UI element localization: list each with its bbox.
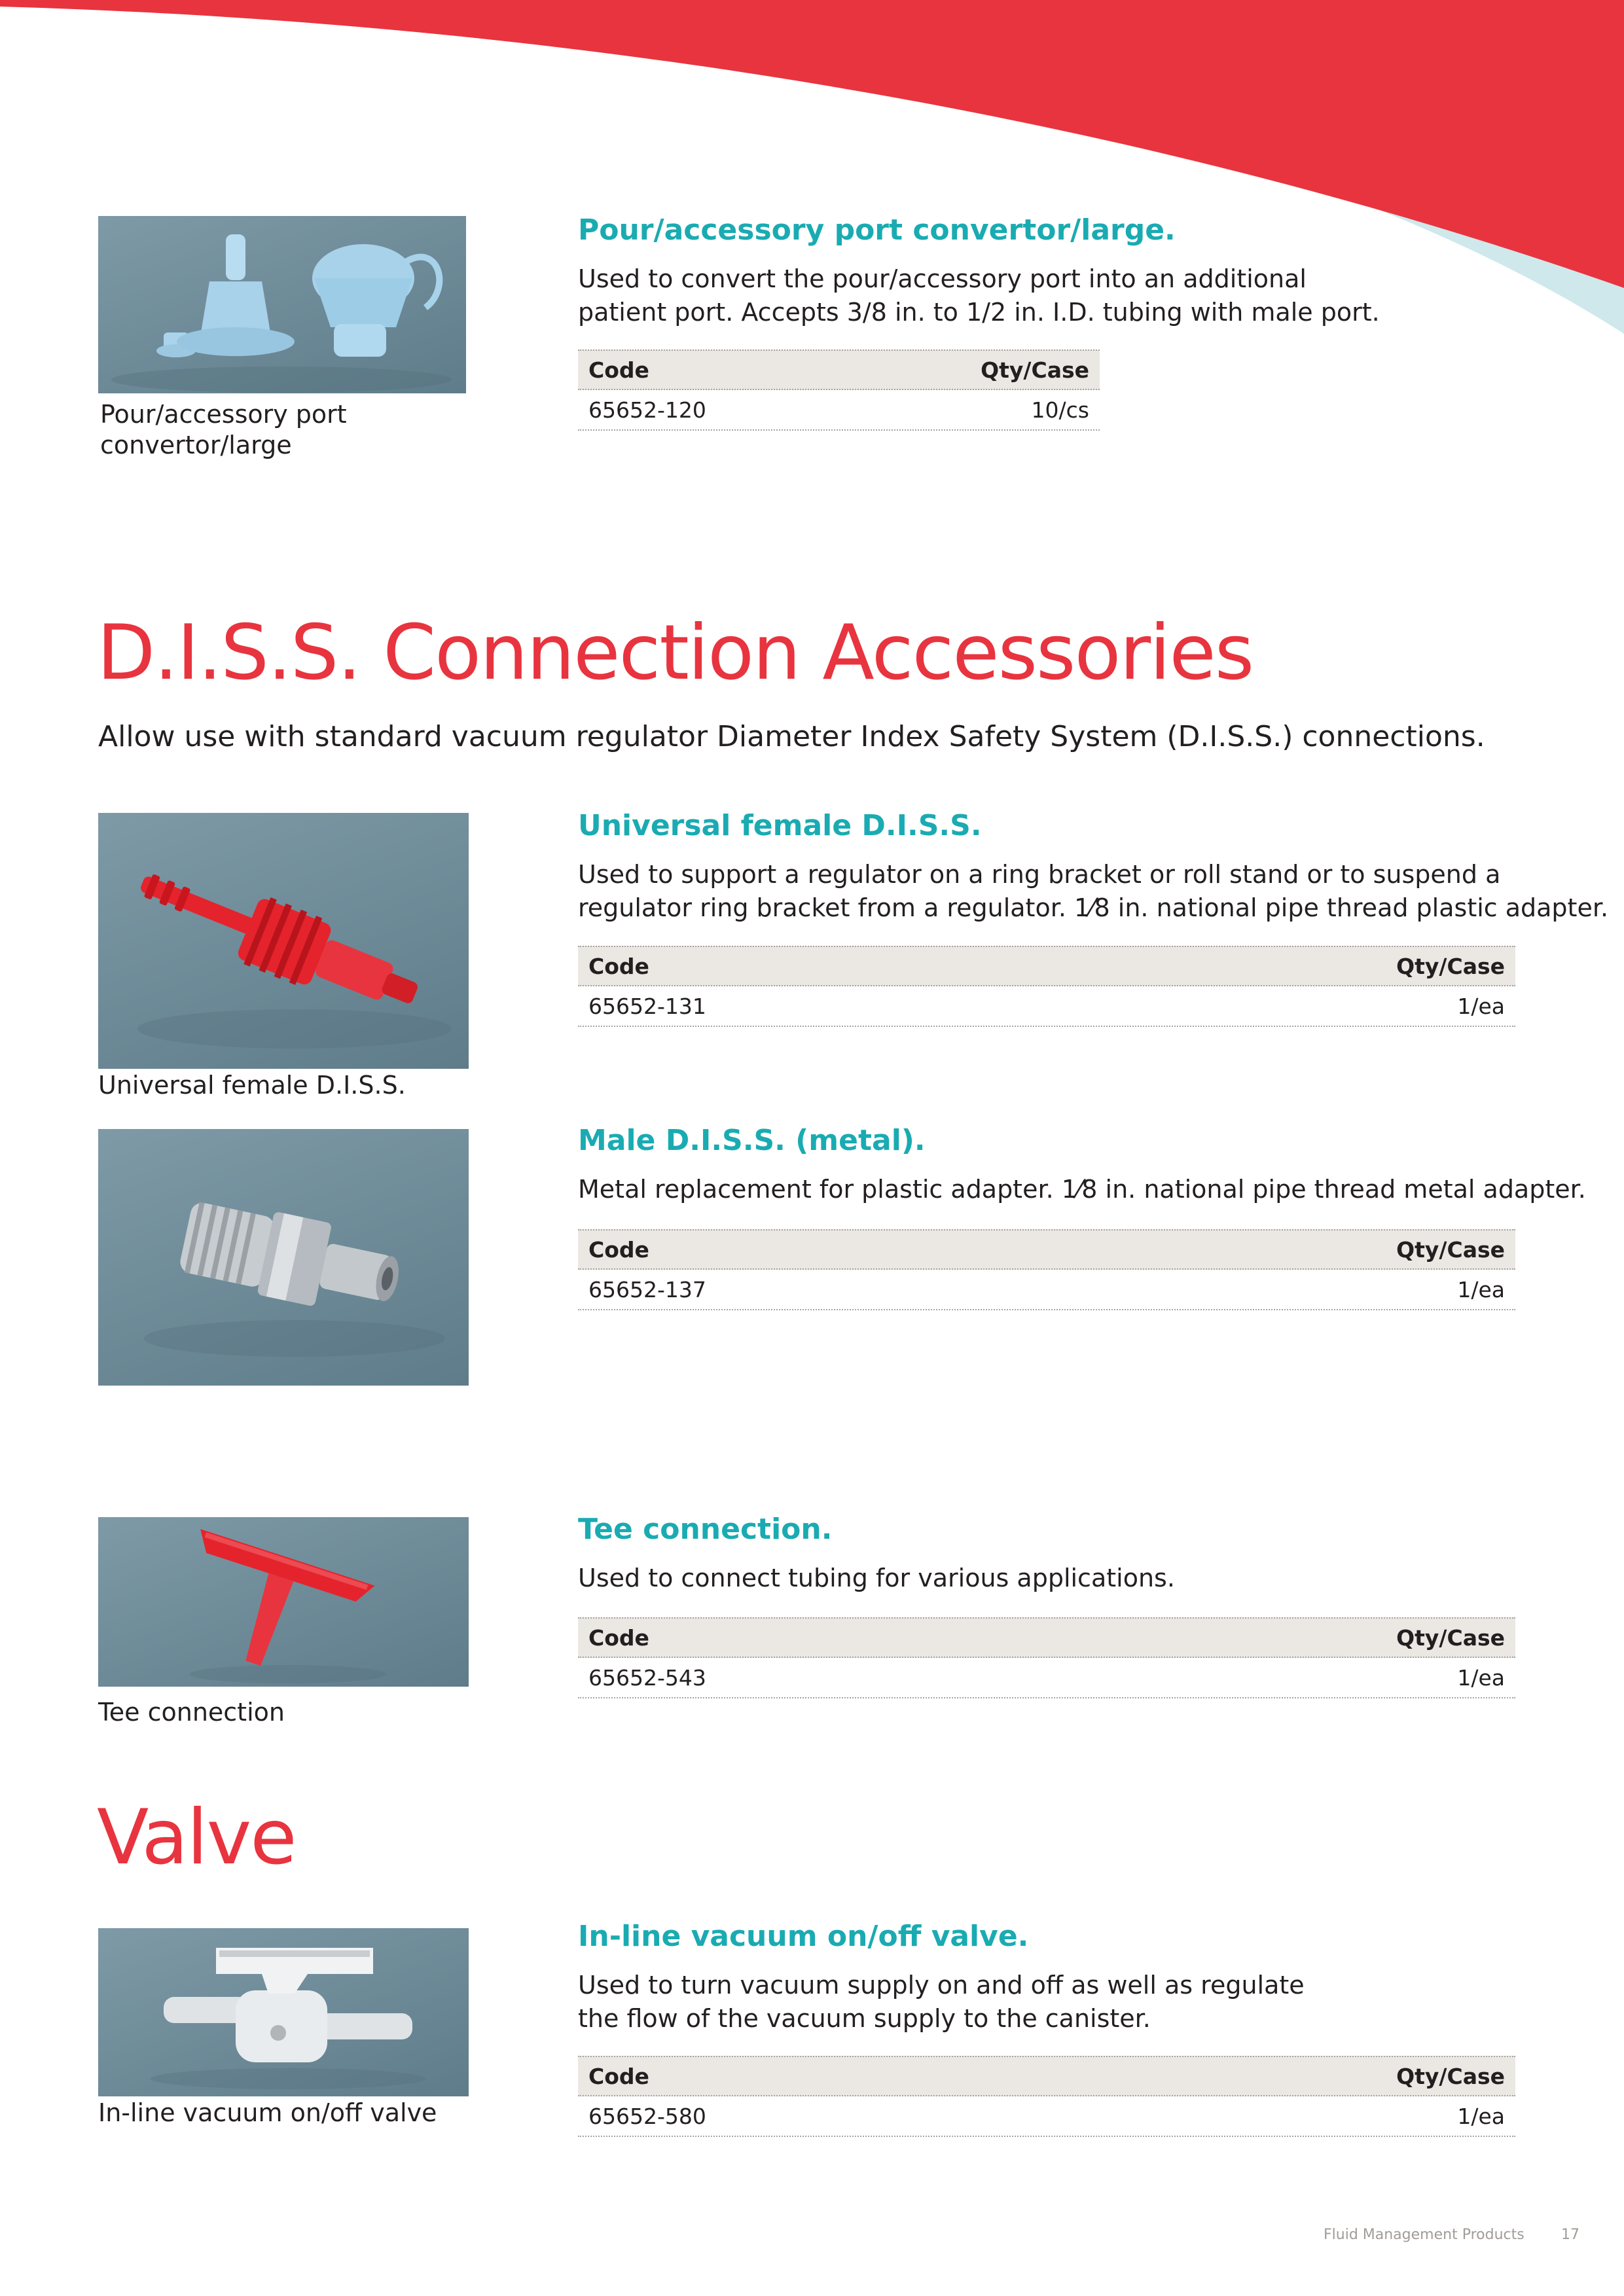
- column-header-code: Code: [588, 1624, 649, 1651]
- product-code: 65652-580: [588, 2103, 706, 2129]
- section-intro-diss: Allow use with standard vacuum regulator Diameter Index Safety System (D.I.S.S.) connections.: [98, 720, 1485, 753]
- product-table: [578, 1617, 1515, 1698]
- table-row: [578, 986, 1515, 1027]
- product-caption: Pour/accessory port convertor/large: [100, 400, 347, 459]
- product-qty: 1/ea: [1457, 2103, 1505, 2129]
- product-table: [578, 946, 1515, 1027]
- column-header-code: Code: [588, 357, 649, 383]
- product-qty: 1/ea: [1457, 1276, 1505, 1302]
- product-code: 65652-131: [588, 993, 706, 1019]
- table-row: [578, 1270, 1515, 1310]
- product-description: Used to connect tubing for various applications.: [578, 1564, 1175, 1592]
- column-header-qty: Qty/Case: [1396, 1624, 1505, 1651]
- product-photo-universal-female-diss: [98, 813, 469, 1069]
- product-caption: Tee connection: [98, 1698, 285, 1727]
- product-code: 65652-543: [588, 1664, 706, 1691]
- section-title-valve: Valve: [97, 1793, 296, 1882]
- product-table: [578, 350, 1100, 431]
- product-qty: 1/ea: [1457, 993, 1505, 1019]
- column-header-code: Code: [588, 2063, 649, 2089]
- product-description: Metal replacement for plastic adapter. 1⁄8 in. national pipe thread metal adapter.: [578, 1175, 1586, 1204]
- product-qty: 10/cs: [1031, 397, 1089, 423]
- product-code: 65652-120: [588, 397, 706, 423]
- table-header: [578, 2056, 1515, 2096]
- product-description: Used to turn vacuum supply on and off as well as regulate the flow of the vacuum supply to the canister.: [578, 1971, 1305, 2033]
- product-title: Male D.I.S.S. (metal).: [578, 1124, 926, 1157]
- product-table: [578, 1229, 1515, 1310]
- product-title: Tee connection.: [578, 1513, 833, 1546]
- table-header: [578, 350, 1100, 390]
- page-number: 17: [1561, 2227, 1579, 2243]
- product-qty: 1/ea: [1457, 1664, 1505, 1691]
- table-header: [578, 1617, 1515, 1658]
- product-title: Universal female D.I.S.S.: [578, 809, 982, 842]
- table-row: [578, 390, 1100, 431]
- footer-label: Fluid Management Products: [1324, 2227, 1525, 2243]
- product-photo-pour-port-convertor: [98, 216, 466, 393]
- product-title: In-line vacuum on/off valve.: [578, 1920, 1029, 1953]
- table-row: [578, 2096, 1515, 2137]
- product-photo-inline-vacuum-valve: [98, 1928, 469, 2096]
- product-title: Pour/accessory port convertor/large.: [578, 213, 1176, 247]
- product-caption: Universal female D.I.S.S.: [98, 1071, 406, 1100]
- product-table: [578, 2056, 1515, 2137]
- column-header-qty: Qty/Case: [1396, 1236, 1505, 1263]
- column-header-qty: Qty/Case: [1396, 953, 1505, 979]
- column-header-qty: Qty/Case: [1396, 2063, 1505, 2089]
- product-photo-male-diss-metal: [98, 1129, 469, 1386]
- product-photo-tee-connection: [98, 1517, 469, 1687]
- table-row: [578, 1658, 1515, 1698]
- product-caption: In-line vacuum on/off valve: [98, 2098, 437, 2127]
- column-header-code: Code: [588, 953, 649, 979]
- section-title-diss: D.I.S.S. Connection Accessories: [97, 609, 1254, 697]
- table-header: [578, 1229, 1515, 1270]
- product-description: Used to support a regulator on a ring bracket or roll stand or to suspend a regulator ring bracket from a regulator. 1⁄8 in. national pipe thread plastic adapter.: [578, 860, 1609, 922]
- table-header: [578, 946, 1515, 986]
- column-header-code: Code: [588, 1236, 649, 1263]
- product-code: 65652-137: [588, 1276, 706, 1302]
- product-description: Used to convert the pour/accessory port into an additional patient port. Accepts 3/8 in. to 1/2 in. I.D. tubing with male port.: [578, 264, 1380, 327]
- column-header-qty: Qty/Case: [981, 357, 1089, 383]
